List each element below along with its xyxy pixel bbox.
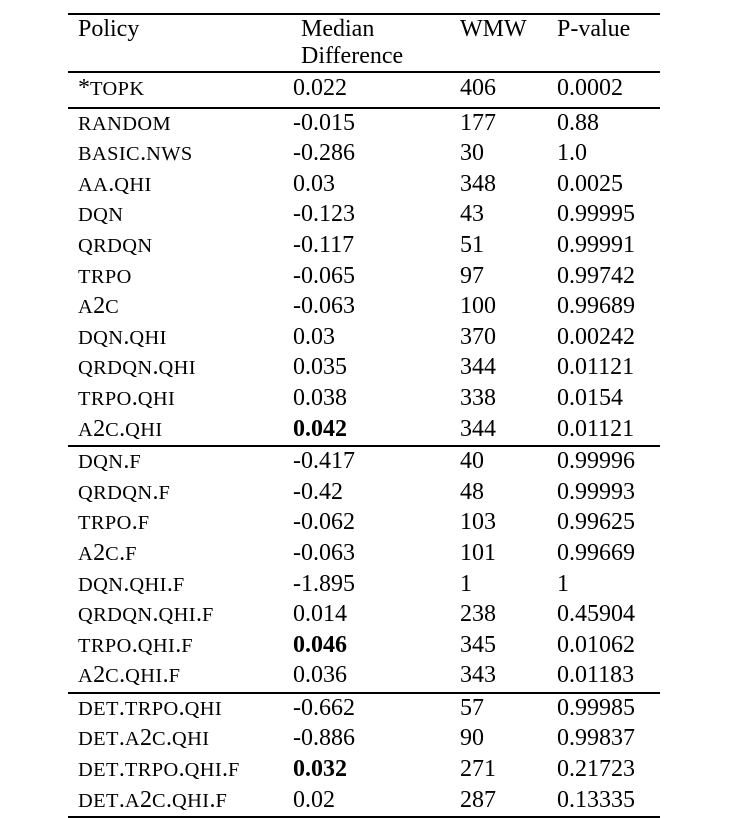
median-difference-cell: -0.886 [293,725,355,752]
policy-cell: RANDOM [78,112,172,135]
table-row [68,200,660,231]
median-difference-cell: 0.042 [293,415,347,442]
table-group-3 [68,693,660,817]
median-difference-cell: -0.063 [293,539,355,566]
wmw-cell: 343 [460,662,496,689]
table-row [68,693,660,725]
table-row [68,384,660,415]
table-group-0 [68,72,660,108]
header-row [68,14,660,72]
table-row [68,292,660,323]
table-row [68,415,660,447]
policy-cell: AA.QHI [78,170,152,197]
results-table-wrap [68,13,660,818]
p-value-cell: 0.13335 [557,786,635,813]
median-difference-cell: 0.03 [293,170,335,197]
p-value-cell: 0.01183 [557,662,635,689]
wmw-cell: 271 [460,756,496,783]
wmw-cell: 344 [460,415,496,442]
policy-cell: TRPO [78,265,132,288]
p-value-cell: 0.01121 [557,354,635,381]
median-difference-cell: -0.062 [293,509,355,536]
policy-cell: A2C.QHI.F [78,662,181,689]
p-value-cell: 0.21723 [557,756,635,783]
wmw-cell: 90 [460,725,484,752]
wmw-cell: 238 [460,601,496,628]
median-difference-cell: -0.117 [293,231,355,258]
p-value-cell: 1 [557,570,569,597]
p-value-cell: 0.01121 [557,415,635,442]
median-difference-cell: 0.038 [293,384,347,411]
table-row [68,570,660,601]
median-difference-cell: 0.022 [293,75,347,101]
policy-cell: QRDQN.F [78,478,171,505]
column-header-p-value: P-value [557,16,631,42]
policy-cell: DET.TRPO.QHI [78,694,223,721]
wmw-cell: 345 [460,631,496,658]
column-header-wmw: WMW [460,16,527,42]
p-value-cell: 0.45904 [557,601,635,628]
wmw-cell: 1 [460,570,472,597]
table-row [68,262,660,293]
wmw-cell: 101 [460,539,496,566]
wmw-cell: 406 [460,75,496,101]
policy-cell: TRPO.QHI [78,384,176,411]
median-difference-cell: -0.42 [293,478,343,505]
wmw-cell: 43 [460,201,484,228]
table-group-2 [68,446,660,693]
wmw-cell: 40 [460,448,484,475]
policy-cell: QRDQN [78,234,153,257]
table-header [68,14,660,72]
table-row [68,539,660,570]
table-row [68,600,660,631]
policy-cell: DQN.QHI [78,323,167,350]
median-difference-cell: -0.417 [293,448,355,475]
p-value-cell: 1.0 [557,140,587,167]
wmw-cell: 348 [460,170,496,197]
median-difference-cell: 0.032 [293,756,347,783]
p-value-cell: 0.01062 [557,631,635,658]
table-row [68,631,660,662]
p-value-cell: 0.99625 [557,509,635,536]
wmw-cell: 344 [460,354,496,381]
table-group-1 [68,108,660,447]
policy-cell: BASIC.NWS [78,140,193,167]
table-row [68,108,660,140]
column-header-median-difference: Median Difference [301,16,404,69]
p-value-cell: 0.99985 [557,694,635,721]
wmw-cell: 287 [460,786,496,813]
table-row [68,72,660,108]
p-value-cell: 0.99669 [557,539,635,566]
policy-cell: *TOPK [78,75,145,101]
wmw-cell: 177 [460,109,496,136]
median-difference-cell: 0.046 [293,631,347,658]
policy-cell: DET.TRPO.QHI.F [78,756,240,783]
table-row [68,724,660,755]
table-row [68,755,660,786]
median-difference-cell: -1.895 [293,570,355,597]
policy-cell: DET.A2C.QHI.F [78,786,228,813]
table-row [68,508,660,539]
median-difference-cell: -0.063 [293,293,355,320]
p-value-cell: 0.0002 [557,75,623,101]
p-value-cell: 0.00242 [557,323,635,350]
policy-cell: A2C.QHI [78,415,163,442]
median-difference-cell: -0.123 [293,201,355,228]
policy-cell: DQN [78,204,124,227]
table-row [68,478,660,509]
table-row [68,170,660,201]
wmw-cell: 57 [460,694,484,721]
policy-cell: DQN.QHI.F [78,570,185,597]
table-row [68,786,660,818]
p-value-cell: 0.99742 [557,262,635,289]
median-difference-cell: -0.065 [293,262,355,289]
median-difference-cell: -0.662 [293,694,355,721]
wmw-cell: 100 [460,293,496,320]
results-table [68,13,660,818]
table-row [68,446,660,478]
p-value-cell: 0.99995 [557,201,635,228]
wmw-cell: 97 [460,262,484,289]
p-value-cell: 0.99993 [557,478,635,505]
median-difference-cell: 0.03 [293,323,335,350]
policy-cell: A2C.F [78,539,137,566]
policy-cell: QRDQN.QHI [78,354,196,381]
table-row [68,139,660,170]
wmw-cell: 103 [460,509,496,536]
policy-cell: DQN.F [78,448,142,475]
policy-cell: TRPO.F [78,509,150,536]
p-value-cell: 0.0025 [557,170,623,197]
table-row [68,353,660,384]
wmw-cell: 48 [460,478,484,505]
column-header-policy: Policy [78,16,140,42]
table-row [68,323,660,354]
policy-cell: DET.A2C.QHI [78,725,210,752]
wmw-cell: 30 [460,140,484,167]
median-difference-cell: 0.035 [293,354,347,381]
p-value-cell: 0.0154 [557,384,623,411]
wmw-cell: 370 [460,323,496,350]
median-difference-cell: -0.286 [293,140,355,167]
policy-cell: A2C [78,293,120,320]
median-difference-cell: 0.02 [293,786,335,813]
median-difference-cell: 0.014 [293,601,347,628]
p-value-cell: 0.88 [557,109,599,136]
p-value-cell: 0.99991 [557,231,635,258]
table-row [68,231,660,262]
p-value-cell: 0.99996 [557,448,635,475]
median-difference-cell: -0.015 [293,109,355,136]
p-value-cell: 0.99837 [557,725,635,752]
policy-cell: QRDQN.QHI.F [78,601,214,628]
wmw-cell: 51 [460,231,484,258]
p-value-cell: 0.99689 [557,293,635,320]
table-row [68,661,660,693]
policy-cell: TRPO.QHI.F [78,631,193,658]
median-difference-cell: 0.036 [293,662,347,689]
wmw-cell: 338 [460,384,496,411]
